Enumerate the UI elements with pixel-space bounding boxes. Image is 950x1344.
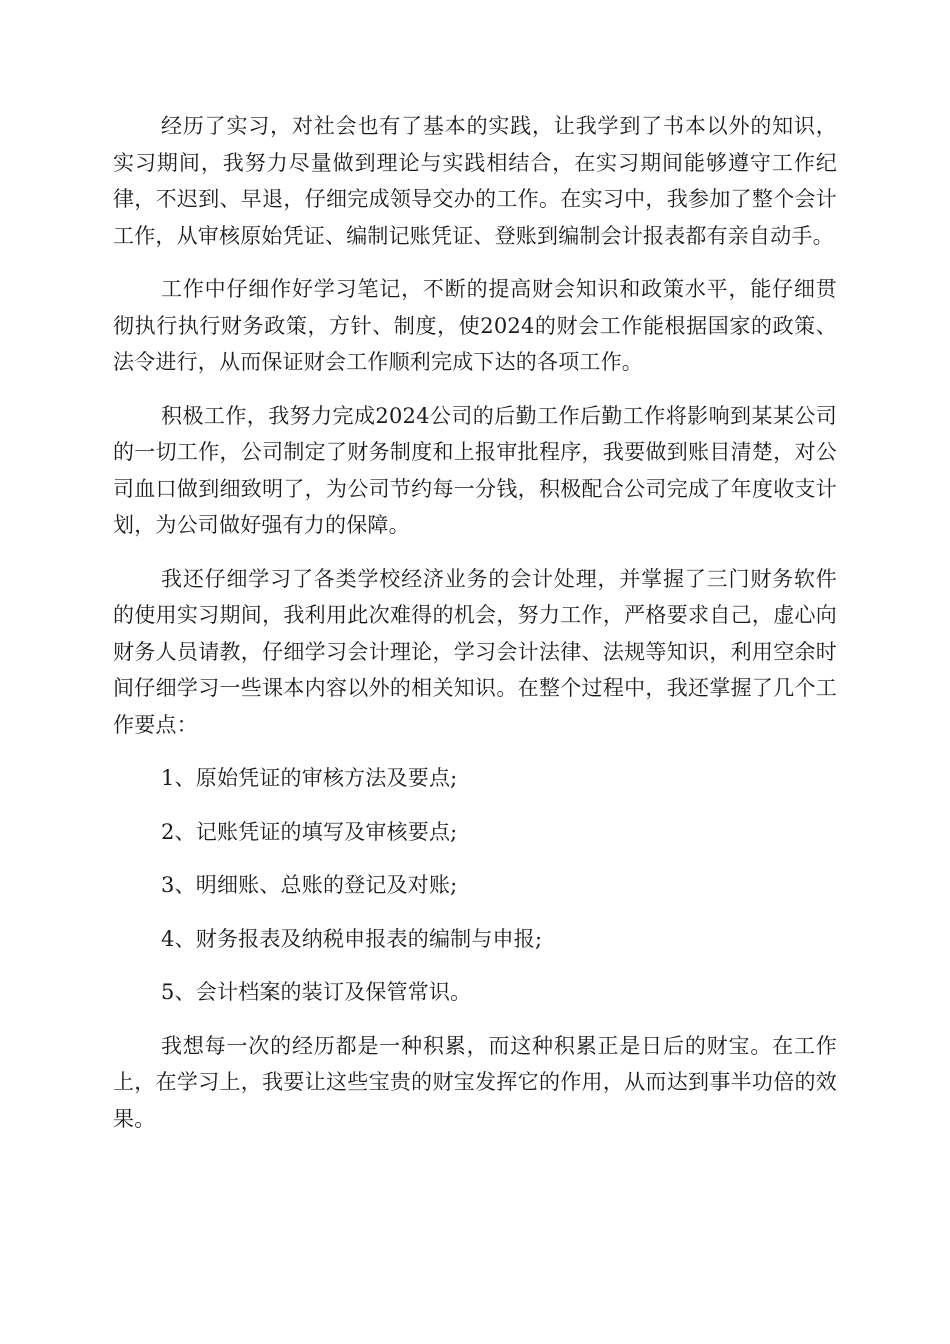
list-item: 3、明细账、总账的登记及对账; <box>161 873 458 897</box>
list-item: 1、原始凭证的审核方法及要点; <box>161 766 458 790</box>
paragraph-closing: 我想每一次的经历都是一种积累，而这种积累正是日后的财宝。在工作上，在学习上，我要让这些宝贵的财宝发挥它的作用，从而达到事半功倍的效果。 <box>113 1033 837 1131</box>
work-points-list <box>113 760 837 1011</box>
list-item: 2、记账凭证的填写及审核要点; <box>161 819 458 844</box>
paragraph-accounting-study: 我还仔细学习了各类学校经济业务的会计处理，并掌握了三门财务软件的使用实习期间，我利用此次难得的机会，努力工作，严格要求自己，虚心向财务人员请教，仔细学习会计理论，学习会计法律、法规等知识，利用空余时间仔细学习一些课本内容以外的相关知识。在整个过程中，我还掌握了几个工作要点： <box>113 566 837 737</box>
list-item: 4、财务报表及纳税申报表的编制与申报; <box>161 926 543 951</box>
paragraph-study-notes: 工作中仔细作好学习笔记，不断的提高财会知识和政策水平，能仔细贯彻执行执行财务政策，方针、制度，使2024的财会工作能根据国家的政策、法令进行，从而保证财会工作顺利完成下达的各项工作。 <box>113 277 837 374</box>
paragraph-logistics-work: 积极工作，我努力完成2024公司的后勤工作后勤工作将影响到某某公司的一切工作，公司制定了财务制度和上报审批程序，我要做到账目清楚，对公司血口做到细致明了，为公司节约每一分钱，积极配合公司完成了年度收支计划，为公司做好强有力的保障。 <box>113 403 837 537</box>
document-page <box>113 108 837 1137</box>
paragraph-internship-overview: 经历了实习，对社会也有了基本的实践，让我学到了书本以外的知识，实习期间，我努力尽量做到理论与实践相结合，在实习期间能够遵守工作纪律，不迟到、早退，仔细完成领导交办的工作。在实习中，我参加了整个会计工作，从审核原始凭证、编制记账凭证、登账到编制会计报表都有亲自动手。 <box>113 114 837 248</box>
list-item: 5、会计档案的装订及保管常识。 <box>161 980 472 1004</box>
